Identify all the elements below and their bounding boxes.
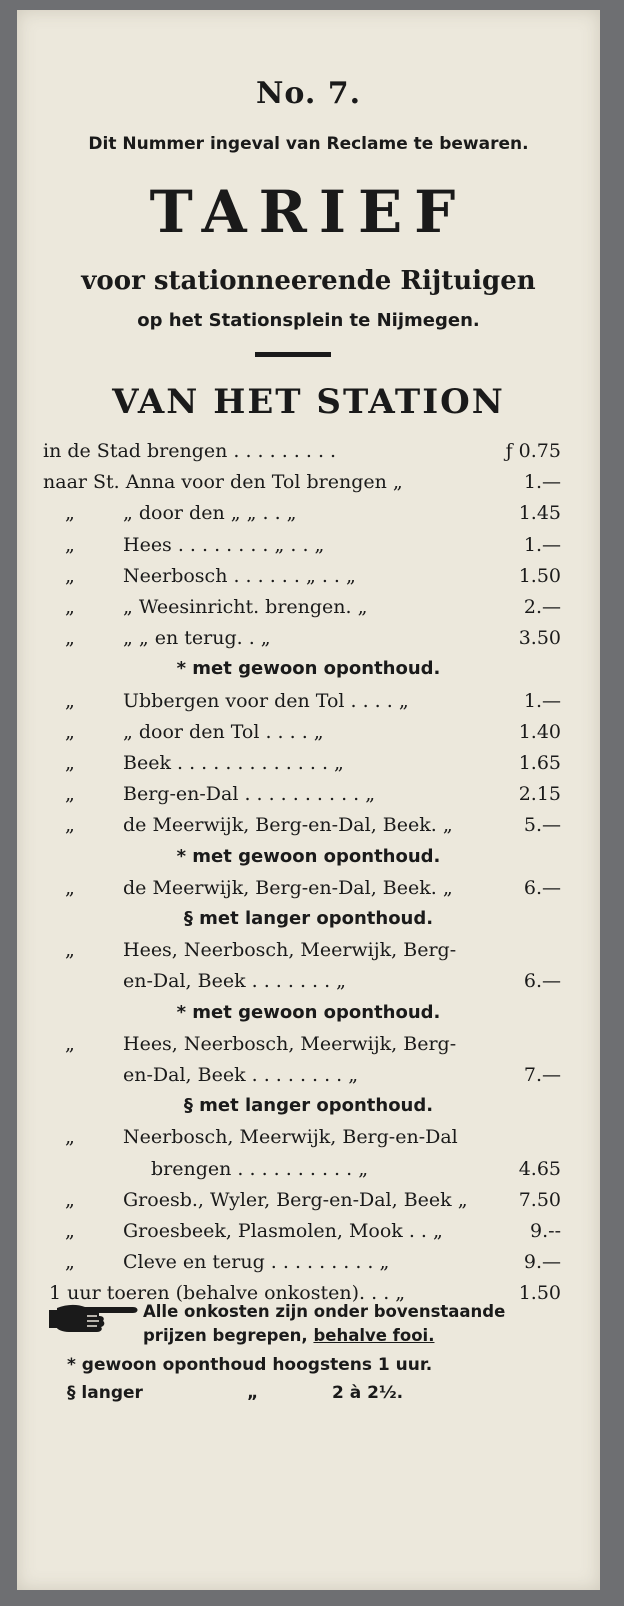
subsection-header: * met gewoon oponthoud. bbox=[176, 658, 441, 680]
destination: Hees, Neerbosch, Meerwijk, Berg- bbox=[123, 1032, 457, 1055]
footnote-langer: § langer „ 2 à 2½. bbox=[67, 1383, 404, 1403]
price: 1.50 bbox=[518, 564, 561, 587]
ditto-mark: „ bbox=[65, 533, 75, 556]
tariff-row bbox=[43, 1247, 561, 1277]
sheet-number: No. 7. bbox=[255, 76, 362, 111]
price: 1.— bbox=[523, 471, 561, 494]
tariff-row bbox=[43, 1216, 561, 1246]
destination: en-Dal, Beek . . . . . . . . „ bbox=[123, 1064, 359, 1086]
destination: Beek . . . . . . . . . . . . . „ bbox=[123, 752, 344, 774]
tariff-row bbox=[43, 748, 561, 778]
tariff-row bbox=[43, 779, 561, 809]
destination: Ubbergen voor den Tol . . . . „ bbox=[123, 689, 409, 712]
destination: Groesbeek, Plasmolen, Mook . . „ bbox=[123, 1220, 443, 1242]
subtitle: voor stationneerende Rijtuigen bbox=[81, 266, 536, 296]
tariff-row bbox=[43, 1185, 561, 1215]
price: 2.15 bbox=[518, 783, 561, 806]
tariff-row bbox=[43, 530, 561, 560]
destination: „ door den Tol . . . . „ bbox=[123, 720, 324, 743]
price: 6.— bbox=[523, 876, 561, 899]
destination: Berg-en-Dal . . . . . . . . . . „ bbox=[123, 783, 376, 806]
price: 9.— bbox=[523, 1251, 561, 1274]
page-title: TARIEF bbox=[149, 178, 468, 246]
price: 9.-- bbox=[530, 1220, 561, 1242]
price: 6.— bbox=[523, 970, 561, 993]
destination: brengen . . . . . . . . . . „ bbox=[151, 1157, 369, 1180]
subsection-header: § met langer oponthoud. bbox=[183, 1095, 434, 1117]
tariff-row bbox=[43, 498, 561, 528]
price: ƒ 0.75 bbox=[505, 440, 561, 462]
ditto-mark: „ bbox=[65, 689, 75, 712]
price: 1.— bbox=[523, 533, 561, 556]
price: 4.65 bbox=[518, 1157, 561, 1180]
section-title: VAN HET STATION bbox=[112, 382, 505, 422]
ditto-mark: „ bbox=[65, 596, 75, 618]
price: 1.— bbox=[523, 689, 561, 712]
destination: Neerbosch, Meerwijk, Berg-en-Dal bbox=[123, 1126, 458, 1149]
destination: de Meerwijk, Berg-en-Dal, Beek. „ bbox=[123, 876, 453, 899]
tariff-row bbox=[43, 935, 561, 965]
price: 7.50 bbox=[518, 1188, 561, 1211]
destination: Neerbosch . . . . . . „ . . „ bbox=[123, 564, 356, 587]
destination: Cleve en terug . . . . . . . . . „ bbox=[123, 1251, 390, 1274]
ditto-mark: „ bbox=[65, 502, 75, 525]
destination: „ Weesinricht. brengen. „ bbox=[123, 596, 368, 618]
pointing-hand-icon bbox=[47, 1300, 139, 1336]
ditto-mark: „ bbox=[65, 783, 75, 806]
subsection-header: * met gewoon oponthoud. bbox=[176, 1001, 441, 1023]
location-line: op het Stationsplein te Nijmegen. bbox=[137, 310, 480, 331]
tariff-row bbox=[43, 717, 561, 747]
destination: naar St. Anna voor den Tol brengen „ bbox=[43, 471, 403, 494]
tariff-row bbox=[43, 1029, 561, 1059]
tariff-row bbox=[43, 623, 561, 653]
price: 2.— bbox=[523, 596, 561, 618]
subsection-header: * met gewoon oponthoud. bbox=[176, 845, 441, 867]
tariff-row bbox=[43, 1122, 561, 1152]
notice-line-2: prijzen begrepen, behalve fooi. bbox=[143, 1326, 435, 1345]
tariff-row bbox=[43, 873, 561, 903]
subsection-header: § met langer oponthoud. bbox=[183, 908, 434, 929]
tariff-row bbox=[43, 436, 561, 466]
tariff-row bbox=[43, 810, 561, 840]
destination: Hees, Neerbosch, Meerwijk, Berg- bbox=[123, 939, 457, 962]
destination: Hees . . . . . . . . „ . . „ bbox=[123, 533, 325, 556]
notice bbox=[143, 1300, 583, 1348]
ditto-mark: „ bbox=[65, 876, 75, 899]
destination: de Meerwijk, Berg-en-Dal, Beek. „ bbox=[123, 814, 453, 837]
tariff-sheet bbox=[17, 10, 600, 1590]
tariff-row bbox=[43, 467, 561, 497]
price: 7.— bbox=[523, 1064, 561, 1086]
price: 1.40 bbox=[518, 720, 561, 743]
price: 3.50 bbox=[518, 627, 561, 650]
ditto-mark: „ bbox=[65, 939, 75, 962]
tariff-row bbox=[43, 966, 561, 996]
notice-line-1: Alle onkosten zijn onder bovenstaande bbox=[143, 1302, 506, 1321]
price: 1.45 bbox=[518, 502, 561, 525]
price: 1.50 bbox=[518, 1282, 561, 1305]
destination: 1 uur toeren (behalve onkosten). . . „ bbox=[49, 1282, 406, 1305]
ditto-mark: „ bbox=[65, 752, 75, 774]
tariff-row bbox=[43, 1060, 561, 1090]
destination: in de Stad brengen . . . . . . . . . bbox=[43, 440, 337, 462]
ditto-mark: „ bbox=[65, 1126, 75, 1149]
tariff-row bbox=[43, 592, 561, 622]
footnote-gewoon: * gewoon oponthoud hoogstens 1 uur. bbox=[67, 1355, 433, 1375]
destination: en-Dal, Beek . . . . . . . „ bbox=[123, 970, 347, 993]
ditto-mark: „ bbox=[65, 720, 75, 743]
ditto-mark: „ bbox=[65, 1032, 75, 1055]
ditto-mark: „ bbox=[65, 564, 75, 587]
destination: „ „ en terug. . „ bbox=[123, 627, 271, 650]
keep-note: Dit Nummer ingeval van Reclame te bewaren. bbox=[88, 134, 529, 154]
divider bbox=[255, 352, 331, 357]
destination: „ door den „ „ . . „ bbox=[123, 502, 297, 525]
ditto-mark: „ bbox=[65, 814, 75, 837]
ditto-mark: „ bbox=[65, 1220, 75, 1242]
tariff-row bbox=[43, 561, 561, 591]
destination: Groesb., Wyler, Berg-en-Dal, Beek „ bbox=[123, 1188, 468, 1211]
tariff-row bbox=[43, 1154, 561, 1184]
price: 5.— bbox=[523, 814, 561, 837]
notice-exception: behalve fooi. bbox=[313, 1326, 435, 1345]
tariff-row bbox=[43, 686, 561, 716]
price: 1.65 bbox=[518, 752, 561, 774]
ditto-mark: „ bbox=[65, 1251, 75, 1274]
ditto-mark: „ bbox=[65, 1188, 75, 1211]
ditto-mark: „ bbox=[65, 627, 75, 650]
